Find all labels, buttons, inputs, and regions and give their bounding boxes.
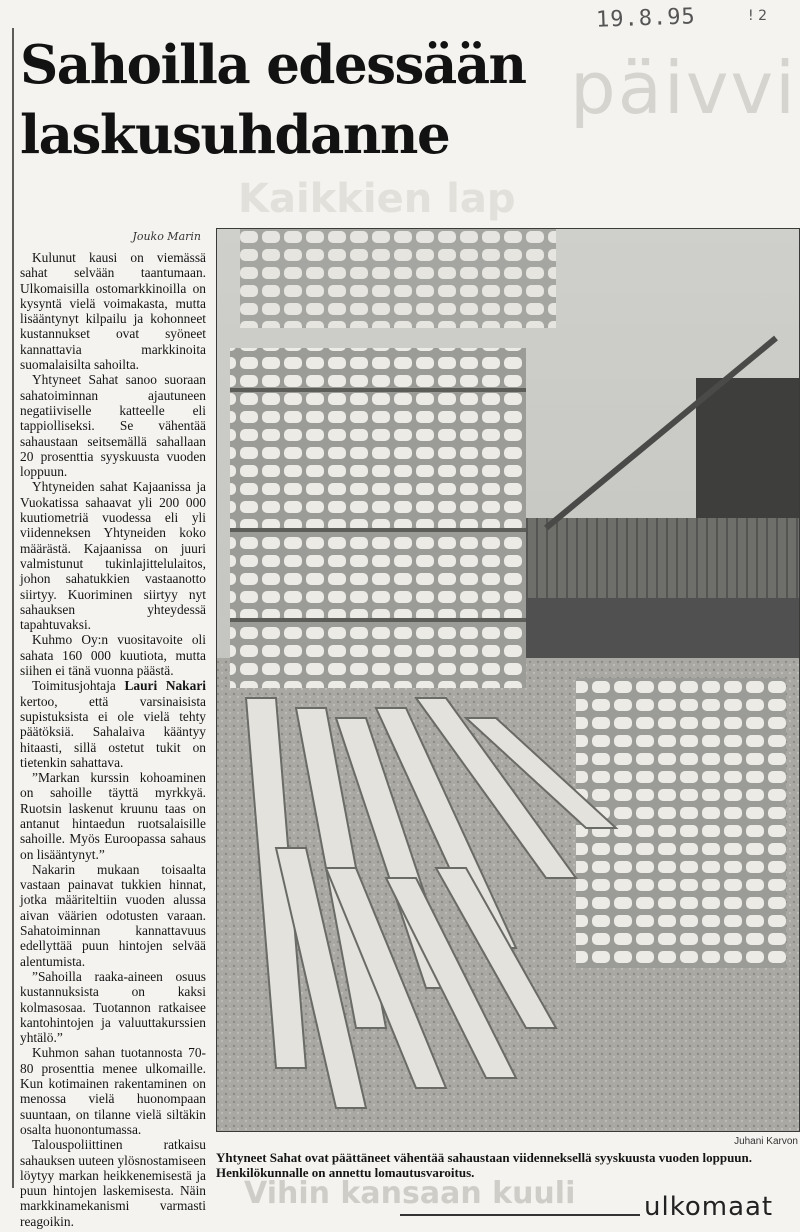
handwritten-marks: ! 2 [748,8,767,24]
ceo-title: Toimitusjohtaja [32,678,116,694]
main-lumber-stack [230,348,526,688]
paragraph: Kuhmo Oy:n vuositavoite oli sahata 160 000 kuutiota, mutta siihen ei tänä vuonna päästä. [20,632,206,679]
article-body [20,250,206,1229]
upper-lumber-stack [240,228,556,328]
headline: Sahoilla edessään laskusuhdanne [20,34,526,166]
paragraph [20,678,206,770]
photo-caption: Yhtyneet Sahat ovat päättäneet vähentää sahaustaan viidenneksellä syyskuusta vuoden loppuun. Henkilökunnalle on annettu lomautusvaroitus. [216,1150,753,1180]
silo-building [696,378,800,528]
section-divider [400,1214,640,1216]
byline: Jouko Marin [132,230,201,243]
bleed-through-text: päivvi [570,46,798,130]
paragraph: Kuhmon sahan tuotannosta 70-80 prosenttia menee ulkomaille. Kun kotimainen rakentaminen on menossa vielä huonompaan suuntaan, on tilanne vielä siltäkin osalta huonontumassa. [20,1045,206,1137]
paragraph: Yhtyneiden sahat Kajaanissa ja Vuokatissa sahaavat yli 200 000 kuutiometriä vuodessa eli yli viidenneksen Yhtyneiden koko määrästä. Kajaanissa on juuri valmistunut tukinlajittelulaitos, johon sahatukkien vastaanotto siirtyy. Kuoriminen siirtyy nyt sahauksen yhteydessä tapahtuvaksi. [20,479,206,633]
section-tag: ulkomaat [644,1192,774,1222]
bleed-through-text: Vihin kansaan kuuli [244,1176,576,1211]
paragraph: ”Markan kurssin kohoaminen on sahoille täyttä myrkkyä. Ruotsin laskenut kruunu taas on antanut hintaedun ruotsalaisille sahoille. Myös Euroopassa sahaus on lisääntynyt.” [20,770,206,862]
paragraph: Nakarin mukaan toisaalta vastaan painavat tukkien hinnat, jotka määriteltiin vuoden alussa aivan väärien odotusten varaan. Sahatoiminnan kannattavuus edellyttää puun hintojen selvää alentumista. [20,861,206,969]
bleed-through-text: Kaikkien lap [238,176,516,222]
paragraph-continuation: kertoo, että varsinaisista supistuksista ei ole vielä tehty päätöksiä. Sahalaiva kääntyy hitaasti, sillä ostetut tukit on tietenkin sahattava. [20,693,206,770]
clipping-edge-rule [12,28,14,1188]
paragraph: Kulunut kausi on viemässä sahat selvään taantumaan. Ulkomaisilla ostomarkkinoilla on kysyntä vielä voimakasta, mutta lisääntynyt kilpailu ja kohonneet kustannukset ovat syöneet kannattavia markkinoita suomalaisilta sahoilta. [20,250,206,373]
paragraph: Yhtyneet Sahat sanoo suoraan sahatoiminnan ajautuneen negatiiviselle katteelle eli tappiolliseksi. Se vähentää sahaustaan seitsemällä sahallaan 20 prosenttia syyskuusta vuoden loppuun. [20,372,206,480]
paragraph: ”Sahoilla raaka-aineen osuus kustannuksista on kaksi kolmasosaa. Tuotannon ratkaisee kantohintojen ja valuuttakurssien yhtälö.” [20,968,206,1046]
ceo-name: Lauri Nakari [124,678,206,694]
machinery [516,598,800,668]
paragraph: Talouspoliittinen ratkaisu sahauksen uuteen ylösnostamiseen löytyy markan heikkenemisestä ja puun hintojen laskemisesta. Näin markkinamekanismi varmasti reagoikin. [20,1137,206,1229]
handwritten-date: 19.8.95 [595,4,697,33]
photo-credit: Juhani Karvon [734,1136,798,1147]
lumber-yard-photo [216,228,800,1132]
